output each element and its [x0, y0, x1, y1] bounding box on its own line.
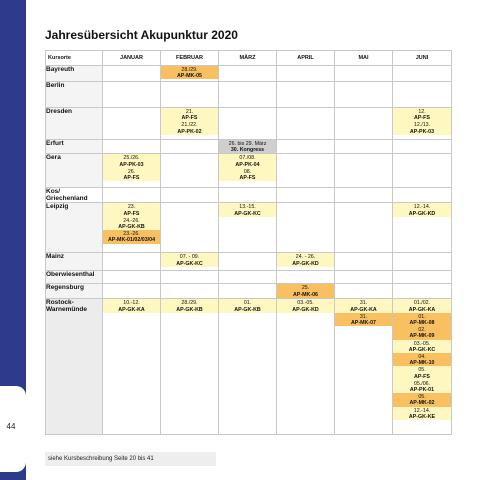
course-event	[103, 299, 160, 312]
event-course-code: AP-FS	[123, 175, 140, 182]
schedule-cell	[393, 284, 452, 299]
schedule-cell	[219, 108, 277, 140]
table-row	[46, 82, 452, 108]
course-event	[219, 168, 276, 181]
column-header-kursorte: Kursorte	[46, 51, 103, 66]
city-name: Berlin	[46, 82, 103, 108]
schedule-cell	[393, 203, 452, 253]
schedule-cell	[393, 154, 452, 188]
course-event	[393, 407, 451, 420]
schedule-cell	[219, 203, 277, 253]
course-event	[393, 203, 451, 216]
course-event	[393, 326, 451, 339]
schedule-cell	[161, 284, 219, 299]
page-title: Jahresübersicht Akupunktur 2020	[45, 28, 238, 42]
schedule-cell	[103, 66, 161, 82]
course-event	[219, 203, 276, 216]
event-course-code: AP-MK-09	[409, 333, 435, 340]
course-event	[393, 366, 451, 379]
schedule-cell	[161, 299, 219, 435]
schedule-cell	[161, 154, 219, 188]
event-date: 03.-05.	[297, 300, 314, 307]
course-event	[161, 108, 218, 121]
event-date: 23.-26.	[123, 231, 140, 238]
event-course-code: AP-MK-05	[176, 73, 202, 80]
city-name: Mainz	[46, 253, 103, 271]
event-date: 21./22.	[181, 122, 198, 129]
event-course-code: AP-GK-KA	[350, 306, 377, 313]
schedule-cell	[393, 188, 452, 203]
table-row	[46, 140, 452, 154]
event-date: 08.	[243, 168, 252, 175]
schedule-cell	[335, 271, 393, 284]
schedule-cell	[277, 188, 335, 203]
schedule-cell	[103, 82, 161, 108]
schedule-cell	[277, 284, 335, 299]
schedule-cell	[219, 188, 277, 203]
event-course-code: AP-GK-KC	[176, 260, 203, 267]
city-name: Gera	[46, 154, 103, 188]
city-name: Kos/ Griechenland	[46, 188, 103, 203]
event-date: 05.	[418, 394, 426, 401]
schedule-cell	[161, 188, 219, 203]
schedule-cell	[335, 203, 393, 253]
schedule-cell	[277, 108, 335, 140]
schedule-cell	[219, 140, 277, 154]
course-event	[219, 299, 276, 312]
schedule-cell	[335, 253, 393, 271]
event-date: 26. bis 29. März	[228, 141, 267, 147]
course-event	[103, 154, 160, 167]
schedule-cell	[103, 140, 161, 154]
event-course-code: AP-GK-KB	[234, 306, 261, 313]
schedule-cell	[103, 108, 161, 140]
schedule-cell	[103, 253, 161, 271]
event-date: 10.-12.	[123, 300, 140, 307]
event-date: 12.	[418, 109, 426, 115]
event-date: 05./06.	[413, 380, 431, 387]
table-row	[46, 271, 452, 284]
schedule-cell	[161, 82, 219, 108]
event-course-code: AP-FS	[123, 210, 140, 217]
schedule-cell	[277, 82, 335, 108]
course-event	[103, 217, 160, 230]
schedule-cell	[103, 154, 161, 188]
event-course-code: AP-FS	[414, 115, 430, 122]
schedule-table	[45, 50, 452, 435]
course-event	[161, 121, 218, 134]
course-event	[277, 284, 334, 297]
event-date: 25./26.	[123, 155, 140, 162]
event-date: 31.	[359, 300, 368, 307]
course-event	[103, 230, 160, 243]
city-name: Erfurt	[46, 140, 103, 154]
schedule-cell	[161, 253, 219, 271]
course-event	[219, 140, 276, 153]
schedule-cell	[161, 66, 219, 82]
schedule-cell	[393, 271, 452, 284]
schedule-cell	[219, 82, 277, 108]
event-course-code: AP-GK-KE	[408, 413, 436, 420]
column-header-februar: FEBRUAR	[161, 51, 219, 66]
schedule-cell	[161, 203, 219, 253]
event-course-code: AP-GK-KB	[176, 306, 203, 313]
page-number: 44	[6, 422, 16, 431]
table-row	[46, 203, 452, 253]
city-name: Bayreuth	[46, 66, 103, 82]
table-row	[46, 154, 452, 188]
event-course-code: 30. Kongress	[230, 147, 265, 154]
event-course-code: AP-PK-03	[119, 161, 144, 168]
event-date: 12.-14.	[413, 204, 431, 211]
event-course-code: AP-PK-04	[235, 161, 260, 168]
event-course-code: AP-PK-03	[409, 128, 435, 135]
course-event	[393, 299, 451, 312]
event-course-code: AP-FS	[181, 115, 198, 122]
column-header-juni: JUNI	[393, 51, 452, 66]
event-course-code: AP-GK-KD	[292, 306, 319, 313]
city-name: Rostock-Warnemünde	[46, 299, 103, 435]
event-date: 24.-26.	[123, 217, 140, 224]
schedule-cell	[335, 140, 393, 154]
event-date: 12./13.	[413, 122, 431, 129]
event-course-code: AP-MK-07	[350, 320, 376, 327]
schedule-cell	[103, 271, 161, 284]
event-date: 03.-05.	[413, 340, 431, 347]
schedule-cell	[277, 271, 335, 284]
schedule-cell	[103, 284, 161, 299]
event-date: 31.	[359, 313, 368, 320]
schedule-cell	[393, 140, 452, 154]
event-date: 24. - 26.	[295, 254, 316, 261]
course-event	[277, 253, 334, 266]
course-event	[277, 299, 334, 312]
table-row	[46, 299, 452, 435]
course-event	[393, 353, 451, 366]
schedule-cell	[335, 154, 393, 188]
schedule-cell	[393, 66, 452, 82]
event-course-code: AP-MK-01/02/03/04	[107, 237, 156, 244]
course-event	[335, 299, 392, 312]
course-event	[393, 121, 451, 134]
event-date: 26.	[127, 168, 136, 175]
schedule-cell	[393, 299, 452, 435]
course-event	[393, 108, 451, 121]
schedule-cell	[103, 299, 161, 435]
schedule-cell	[161, 108, 219, 140]
schedule-cell	[219, 66, 277, 82]
event-date: 12.-14.	[413, 407, 431, 414]
city-name: Oberwiesenthal	[46, 271, 103, 284]
schedule-cell	[161, 271, 219, 284]
event-course-code: AP-FS	[239, 175, 256, 182]
event-date: 23.	[127, 204, 136, 211]
schedule-cell	[335, 66, 393, 82]
course-event	[335, 313, 392, 326]
event-date: 28./29.	[181, 300, 198, 307]
schedule-cell	[335, 188, 393, 203]
event-course-code: AP-MK-08	[409, 320, 435, 327]
schedule-cell	[219, 271, 277, 284]
column-header-mai: MAI	[335, 51, 393, 66]
course-event	[103, 168, 160, 181]
event-date: 07./08.	[239, 155, 256, 162]
event-date: 05.	[418, 367, 426, 374]
schedule-cell	[277, 299, 335, 435]
event-course-code: AP-GK-KD	[408, 210, 436, 217]
event-date: 07. - 09.	[179, 254, 200, 261]
header-row	[46, 51, 452, 66]
event-course-code: AP-GK-KA	[408, 306, 436, 313]
schedule-cell	[219, 253, 277, 271]
schedule-cell	[277, 140, 335, 154]
schedule-cell	[393, 253, 452, 271]
column-header-januar: JANUAR	[103, 51, 161, 66]
city-name: Leipzig	[46, 203, 103, 253]
event-course-code: AP-PK-01	[409, 387, 435, 394]
course-event	[393, 380, 451, 393]
schedule-cell	[277, 154, 335, 188]
schedule-cell	[393, 82, 452, 108]
course-event	[161, 253, 218, 266]
schedule-cell	[219, 284, 277, 299]
event-course-code: AP-MK-06	[292, 291, 318, 298]
schedule-cell	[393, 108, 452, 140]
event-course-code: AP-GK-KD	[292, 260, 319, 267]
course-event	[161, 299, 218, 312]
table-row	[46, 108, 452, 140]
city-name: Regensburg	[46, 284, 103, 299]
event-course-code: AP-FS	[414, 373, 430, 380]
schedule-cell	[335, 82, 393, 108]
column-header-april: APRIL	[277, 51, 335, 66]
event-date: 04.	[418, 354, 426, 361]
course-event	[393, 393, 451, 406]
table-row	[46, 253, 452, 271]
schedule-cell	[277, 66, 335, 82]
event-course-code: AP-MK-02	[409, 400, 435, 407]
schedule-cell	[103, 188, 161, 203]
footer-note: siehe Kursbeschreibung Seite 20 bis 41	[45, 452, 216, 466]
schedule-cell	[103, 203, 161, 253]
event-course-code: AP-GK-KC	[408, 346, 436, 353]
schedule-cell	[219, 154, 277, 188]
event-course-code: AP-MK-10	[409, 360, 435, 367]
course-event	[393, 313, 451, 326]
course-event	[103, 203, 160, 216]
event-date: 01.	[418, 313, 426, 320]
course-event	[393, 340, 451, 353]
table-row	[46, 66, 452, 82]
city-name: Dresden	[46, 108, 103, 140]
event-course-code: AP-PK-02	[177, 128, 202, 135]
table-row	[46, 284, 452, 299]
event-date: 01.	[243, 300, 252, 307]
course-event	[161, 66, 218, 79]
event-date: 01./02.	[413, 300, 431, 307]
schedule-cell	[277, 253, 335, 271]
schedule-cell	[335, 299, 393, 435]
column-header-maerz: MÄRZ	[219, 51, 277, 66]
event-course-code: AP-GK-KB	[118, 224, 145, 231]
event-date: 21.	[185, 109, 194, 115]
schedule-cell	[335, 108, 393, 140]
event-date: 28./29.	[181, 67, 198, 73]
table-row	[46, 188, 452, 203]
schedule-cell	[161, 140, 219, 154]
course-event	[219, 154, 276, 167]
event-course-code: AP-GK-KA	[118, 306, 145, 313]
event-date: 13.-15.	[239, 204, 256, 211]
schedule-cell	[335, 284, 393, 299]
schedule-cell	[277, 203, 335, 253]
event-course-code: AP-GK-KC	[234, 210, 261, 217]
event-date: 02.	[418, 327, 426, 334]
schedule-cell	[219, 299, 277, 435]
event-date: 25.	[301, 285, 310, 292]
